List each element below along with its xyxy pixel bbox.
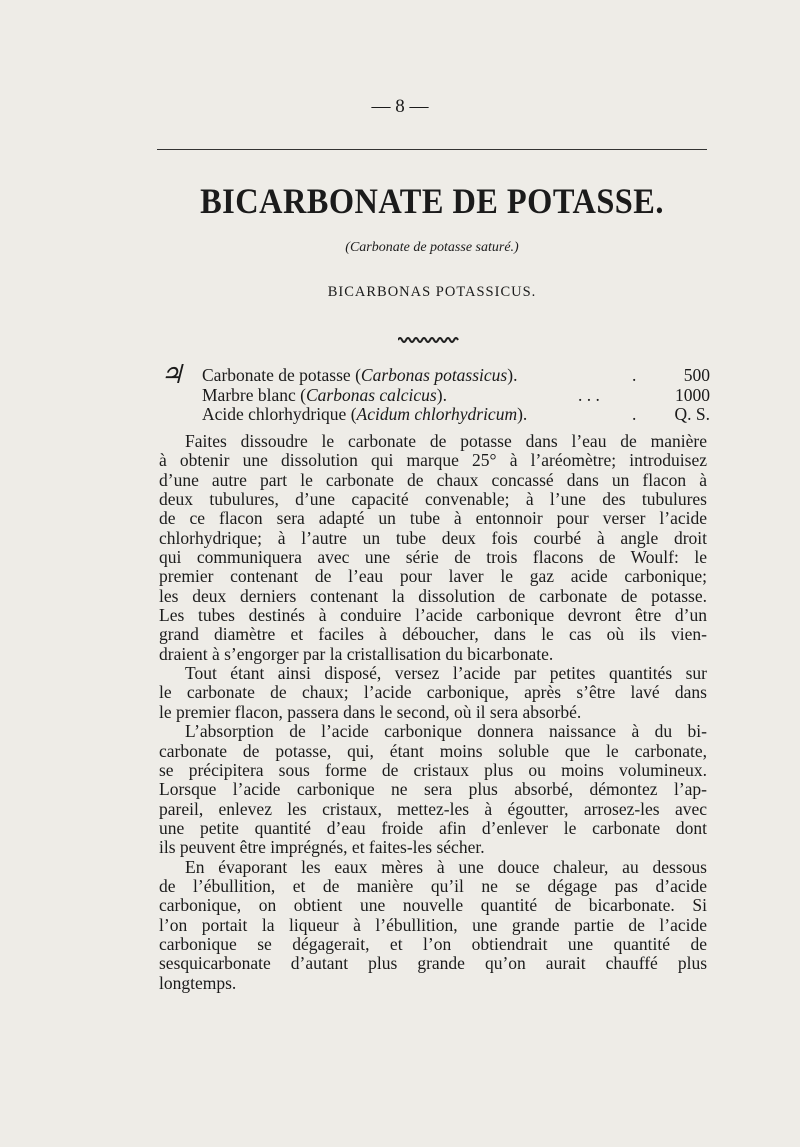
ornament-divider xyxy=(398,336,460,344)
header-rule xyxy=(157,149,707,150)
text-line: d’une autre part le carbonate de chaux concassé dans un flacon à xyxy=(159,469,707,490)
ingredient-name: Acide chlorhydrique ( xyxy=(202,404,357,424)
paragraph xyxy=(159,664,707,722)
text-line: carbonique se dégagerait, et l’on obtiendrait une quantité de xyxy=(159,933,707,954)
ingredient-quantity: Q. S. xyxy=(674,404,710,424)
text-line: pareil, enlevez les cristaux, mettez-les à égoutter, arrosez-les avec xyxy=(159,798,707,819)
text-line: le premier flacon, passera dans le second, où il sera absorbé. xyxy=(159,701,582,722)
text-line: grand diamètre et faciles à déboucher, dans le cas où ils vien- xyxy=(159,624,707,645)
text-line: Lorsque l’acide carbonique ne sera plus absorbé, démontez l’ap- xyxy=(159,779,707,800)
text-line: longtemps. xyxy=(159,972,237,993)
ingredient-quantity: 500 xyxy=(683,365,710,385)
ingredient-quantity: 1000 xyxy=(675,384,710,405)
subtitle: (Carbonate de potasse saturé.) xyxy=(345,240,519,255)
ingredient-name: Marbre blanc ( xyxy=(202,384,306,405)
ingredient-row: Acide chlorhydrique (Acidum chlorhydricum). . Q. S. xyxy=(202,404,710,424)
text-line: sesquicarbonate d’autant plus grande qu’on aurait chauffé plus xyxy=(159,953,707,974)
ingredient-latin: Acidum chlorhydricum xyxy=(356,404,518,424)
paragraph xyxy=(159,858,707,993)
text-line: de ce flacon sera adapté un tube à entonnoir pour verser l’acide xyxy=(159,508,707,529)
text-line: les deux derniers contenant la dissolution de carbonate de potasse. xyxy=(159,585,707,606)
text-line: premier contenant de l’eau pour laver le gaz acide carbonique; xyxy=(159,566,707,587)
ingredient-row: Carbonate de potasse (Carbonas potassicus). . 500 xyxy=(202,365,710,385)
text-line: à obtenir une dissolution qui marque 25° à l’aréomètre; introduisez xyxy=(159,450,707,471)
text-line: l’on portait la liqueur à l’ébullition, une grande partie de l’acide xyxy=(159,914,707,935)
text-line: une petite quantité d’eau froide afin d’enlever le carbonate dont xyxy=(159,817,707,838)
ingredient-list xyxy=(202,366,710,425)
ingredient-name: Carbonate de potasse ( xyxy=(202,365,361,385)
text-line: Faites dissoudre le carbonate de potasse dans l’eau de manière xyxy=(185,431,707,451)
text-line: chlorhydrique; à l’autre un tube deux fois courbé à angle droit xyxy=(159,527,707,548)
text-line: carbonique, on obtient une nouvelle quantité de bicarbonate. Si xyxy=(159,895,707,916)
ingredient-leader: . xyxy=(632,365,637,385)
page-number: — 8 — xyxy=(371,96,429,117)
text-line: draient à s’engorger par la cristallisation du bicarbonate. xyxy=(159,643,554,664)
text-line: le carbonate de chaux; l’acide carbonique, après s’être lavé dans xyxy=(159,682,707,703)
ingredient-latin: Carbonas potassicus xyxy=(360,365,508,385)
ingredient-row: Marbre blanc (Carbonas calcicus). . . . 1000 xyxy=(202,384,710,405)
text-line: En évaporant les eaux mères à une douce chaleur, au dessous xyxy=(185,856,707,877)
paragraph xyxy=(159,432,707,664)
text-line: Tout étant ainsi disposé, versez l’acide par petites quantités sur xyxy=(185,663,707,684)
text-line: ils peuvent être imprégnés, et faites-les sécher. xyxy=(159,837,485,858)
text-line: carbonate de potasse, qui, étant moins soluble que le carbonate, xyxy=(159,740,707,761)
ingredient-leader: . . . xyxy=(578,384,600,405)
paragraph xyxy=(159,722,707,857)
latin-name: BICARBONAS POTASSICUS. xyxy=(327,284,537,300)
text-line: qui communiquera avec une série de trois flacons de Woulf: le xyxy=(159,547,707,568)
text-line: de l’ébullition, et de manière qu’il ne se dégage pas d’acide xyxy=(159,875,707,896)
page-title: BICARBONATE DE POTASSE. xyxy=(200,181,664,221)
text-line: Les tubes destinés à conduire l’acide carbonique devront être d’un xyxy=(159,605,707,626)
text-line: se précipitera sous forme de cristaux plus ou moins volumineux. xyxy=(159,759,707,780)
ingredient-latin: Carbonas calcicus xyxy=(305,384,437,405)
ingredient-leader: . xyxy=(632,404,637,424)
recipe-symbol: ♃ xyxy=(160,360,184,389)
text-line: deux tubulures, d’une capacité convenable; à l’une des tubulures xyxy=(159,489,707,510)
body-text xyxy=(159,432,707,993)
text-line: L’absorption de l’acide carbonique donnera naissance à du bi- xyxy=(185,721,707,742)
